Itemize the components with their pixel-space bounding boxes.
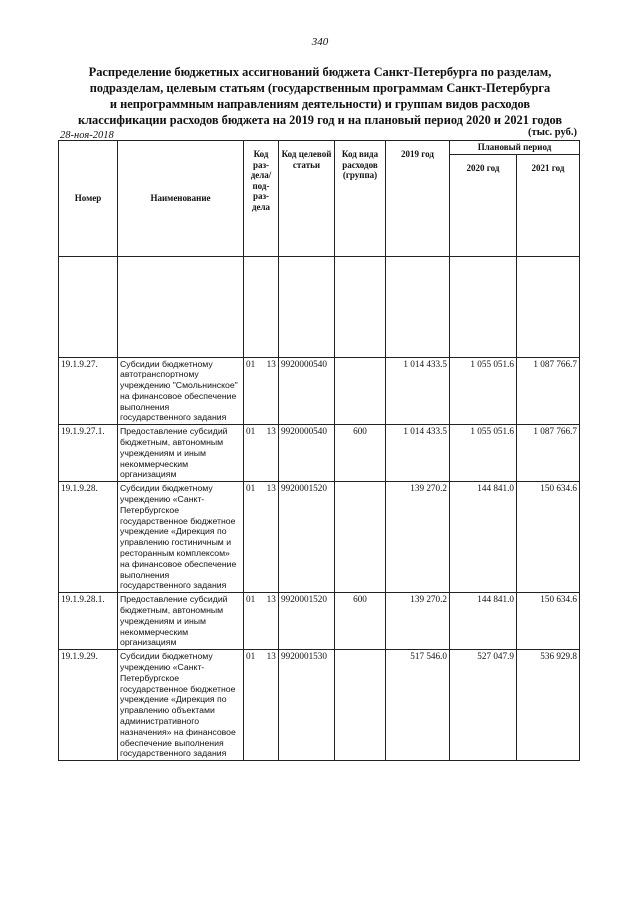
row-expense-type: 600 — [335, 425, 386, 482]
row-2021: 150 634.6 — [517, 482, 580, 593]
row-target-code: 9920001530 — [279, 650, 335, 761]
row-number: 19.1.9.29. — [59, 650, 118, 761]
row-2019: 139 270.2 — [386, 482, 450, 593]
row-expense-type — [335, 650, 386, 761]
header-section-code: Код раз-дела/ под-раз-дела — [244, 141, 279, 257]
row-expense-type: 600 — [335, 593, 386, 650]
row-section-code: 01 13 — [244, 593, 279, 650]
row-number: 19.1.9.27.1. — [59, 425, 118, 482]
row-2020: 527 047.9 — [450, 650, 517, 761]
row-2020: 1 055 051.6 — [450, 425, 517, 482]
row-section-code: 01 13 — [244, 650, 279, 761]
table-row — [59, 357, 580, 425]
row-2021: 1 087 766.7 — [517, 425, 580, 482]
row-2020: 144 841.0 — [450, 482, 517, 593]
row-name: Субсидии бюджетному автотранспортному учреждению "Смольнинское" на финансовое обеспечение выполнения государственного задания — [118, 357, 244, 425]
table-row — [59, 650, 580, 761]
table-row — [59, 482, 580, 593]
row-2020: 144 841.0 — [450, 593, 517, 650]
row-target-code: 9920001520 — [279, 482, 335, 593]
header-2020: 2020 год — [450, 154, 517, 256]
row-number: 19.1.9.28.1. — [59, 593, 118, 650]
header-planned-period: Плановый период — [450, 141, 580, 155]
row-2021: 1 087 766.7 — [517, 357, 580, 425]
row-2020: 1 055 051.6 — [450, 357, 517, 425]
header-2019: 2019 год — [386, 141, 450, 257]
table-row — [59, 593, 580, 650]
row-number: 19.1.9.28. — [59, 482, 118, 593]
title-line: подразделам, целевым статьям (государственным программам Санкт-Петербурга — [89, 81, 551, 95]
row-section-code: 01 13 — [244, 482, 279, 593]
row-section-code: 01 13 — [244, 425, 279, 482]
row-name: Субсидии бюджетному учреждению «Санкт-Петербургское государственное бюджетное учреждение «Дирекция по управлению объектами административного назначения» на финансовое обеспечение выполнения государственного задания — [118, 650, 244, 761]
title-line: и непрограммным направлениям деятельности) и группам видов расходов — [109, 97, 531, 111]
row-number: 19.1.9.27. — [59, 357, 118, 425]
row-2021: 150 634.6 — [517, 593, 580, 650]
row-2019: 139 270.2 — [386, 593, 450, 650]
table-row — [59, 425, 580, 482]
row-2019: 1 014 433.5 — [386, 357, 450, 425]
document-date: 28-ноя-2018 — [60, 130, 114, 141]
row-target-code: 9920000540 — [279, 425, 335, 482]
row-expense-type — [335, 482, 386, 593]
row-2019: 517 546.0 — [386, 650, 450, 761]
row-name: Субсидии бюджетному учреждению «Санкт-Петербургское государственное бюджетное учреждение «Дирекция по управлению гостиничным и ресторанным комплексом» на финансовое обеспечение выполнения государственного задания — [118, 482, 244, 593]
row-2019: 1 014 433.5 — [386, 425, 450, 482]
spacer-row — [59, 256, 580, 357]
row-target-code: 9920000540 — [279, 357, 335, 425]
row-target-code: 9920001520 — [279, 593, 335, 650]
header-2021: 2021 год — [517, 154, 580, 256]
budget-table — [58, 140, 580, 761]
row-section-code: 01 13 — [244, 357, 279, 425]
document-title — [60, 64, 580, 128]
row-name: Предоставление субсидий бюджетным, автономным учреждениям и иным некоммерческим организациям — [118, 593, 244, 650]
header-number: Номер — [59, 141, 118, 257]
page-number: 340 — [311, 36, 329, 48]
units-label: (тыс. руб.) — [528, 127, 577, 138]
row-name: Предоставление субсидий бюджетным, автономным учреждениям и иным некоммерческим организациям — [118, 425, 244, 482]
title-line: классификации расходов бюджета на 2019 год и на плановый период 2020 и 2021 годов — [77, 113, 563, 127]
header-row — [59, 141, 580, 155]
title-line: Распределение бюджетных ассигнований бюджета Санкт-Петербурга по разделам, — [88, 65, 552, 79]
row-2021: 536 929.8 — [517, 650, 580, 761]
header-expense-type-code: Код вида расходов (группа) — [335, 141, 386, 257]
header-name: Наименование — [118, 141, 244, 257]
header-target-code: Код целевой статьи — [279, 141, 335, 257]
row-expense-type — [335, 357, 386, 425]
